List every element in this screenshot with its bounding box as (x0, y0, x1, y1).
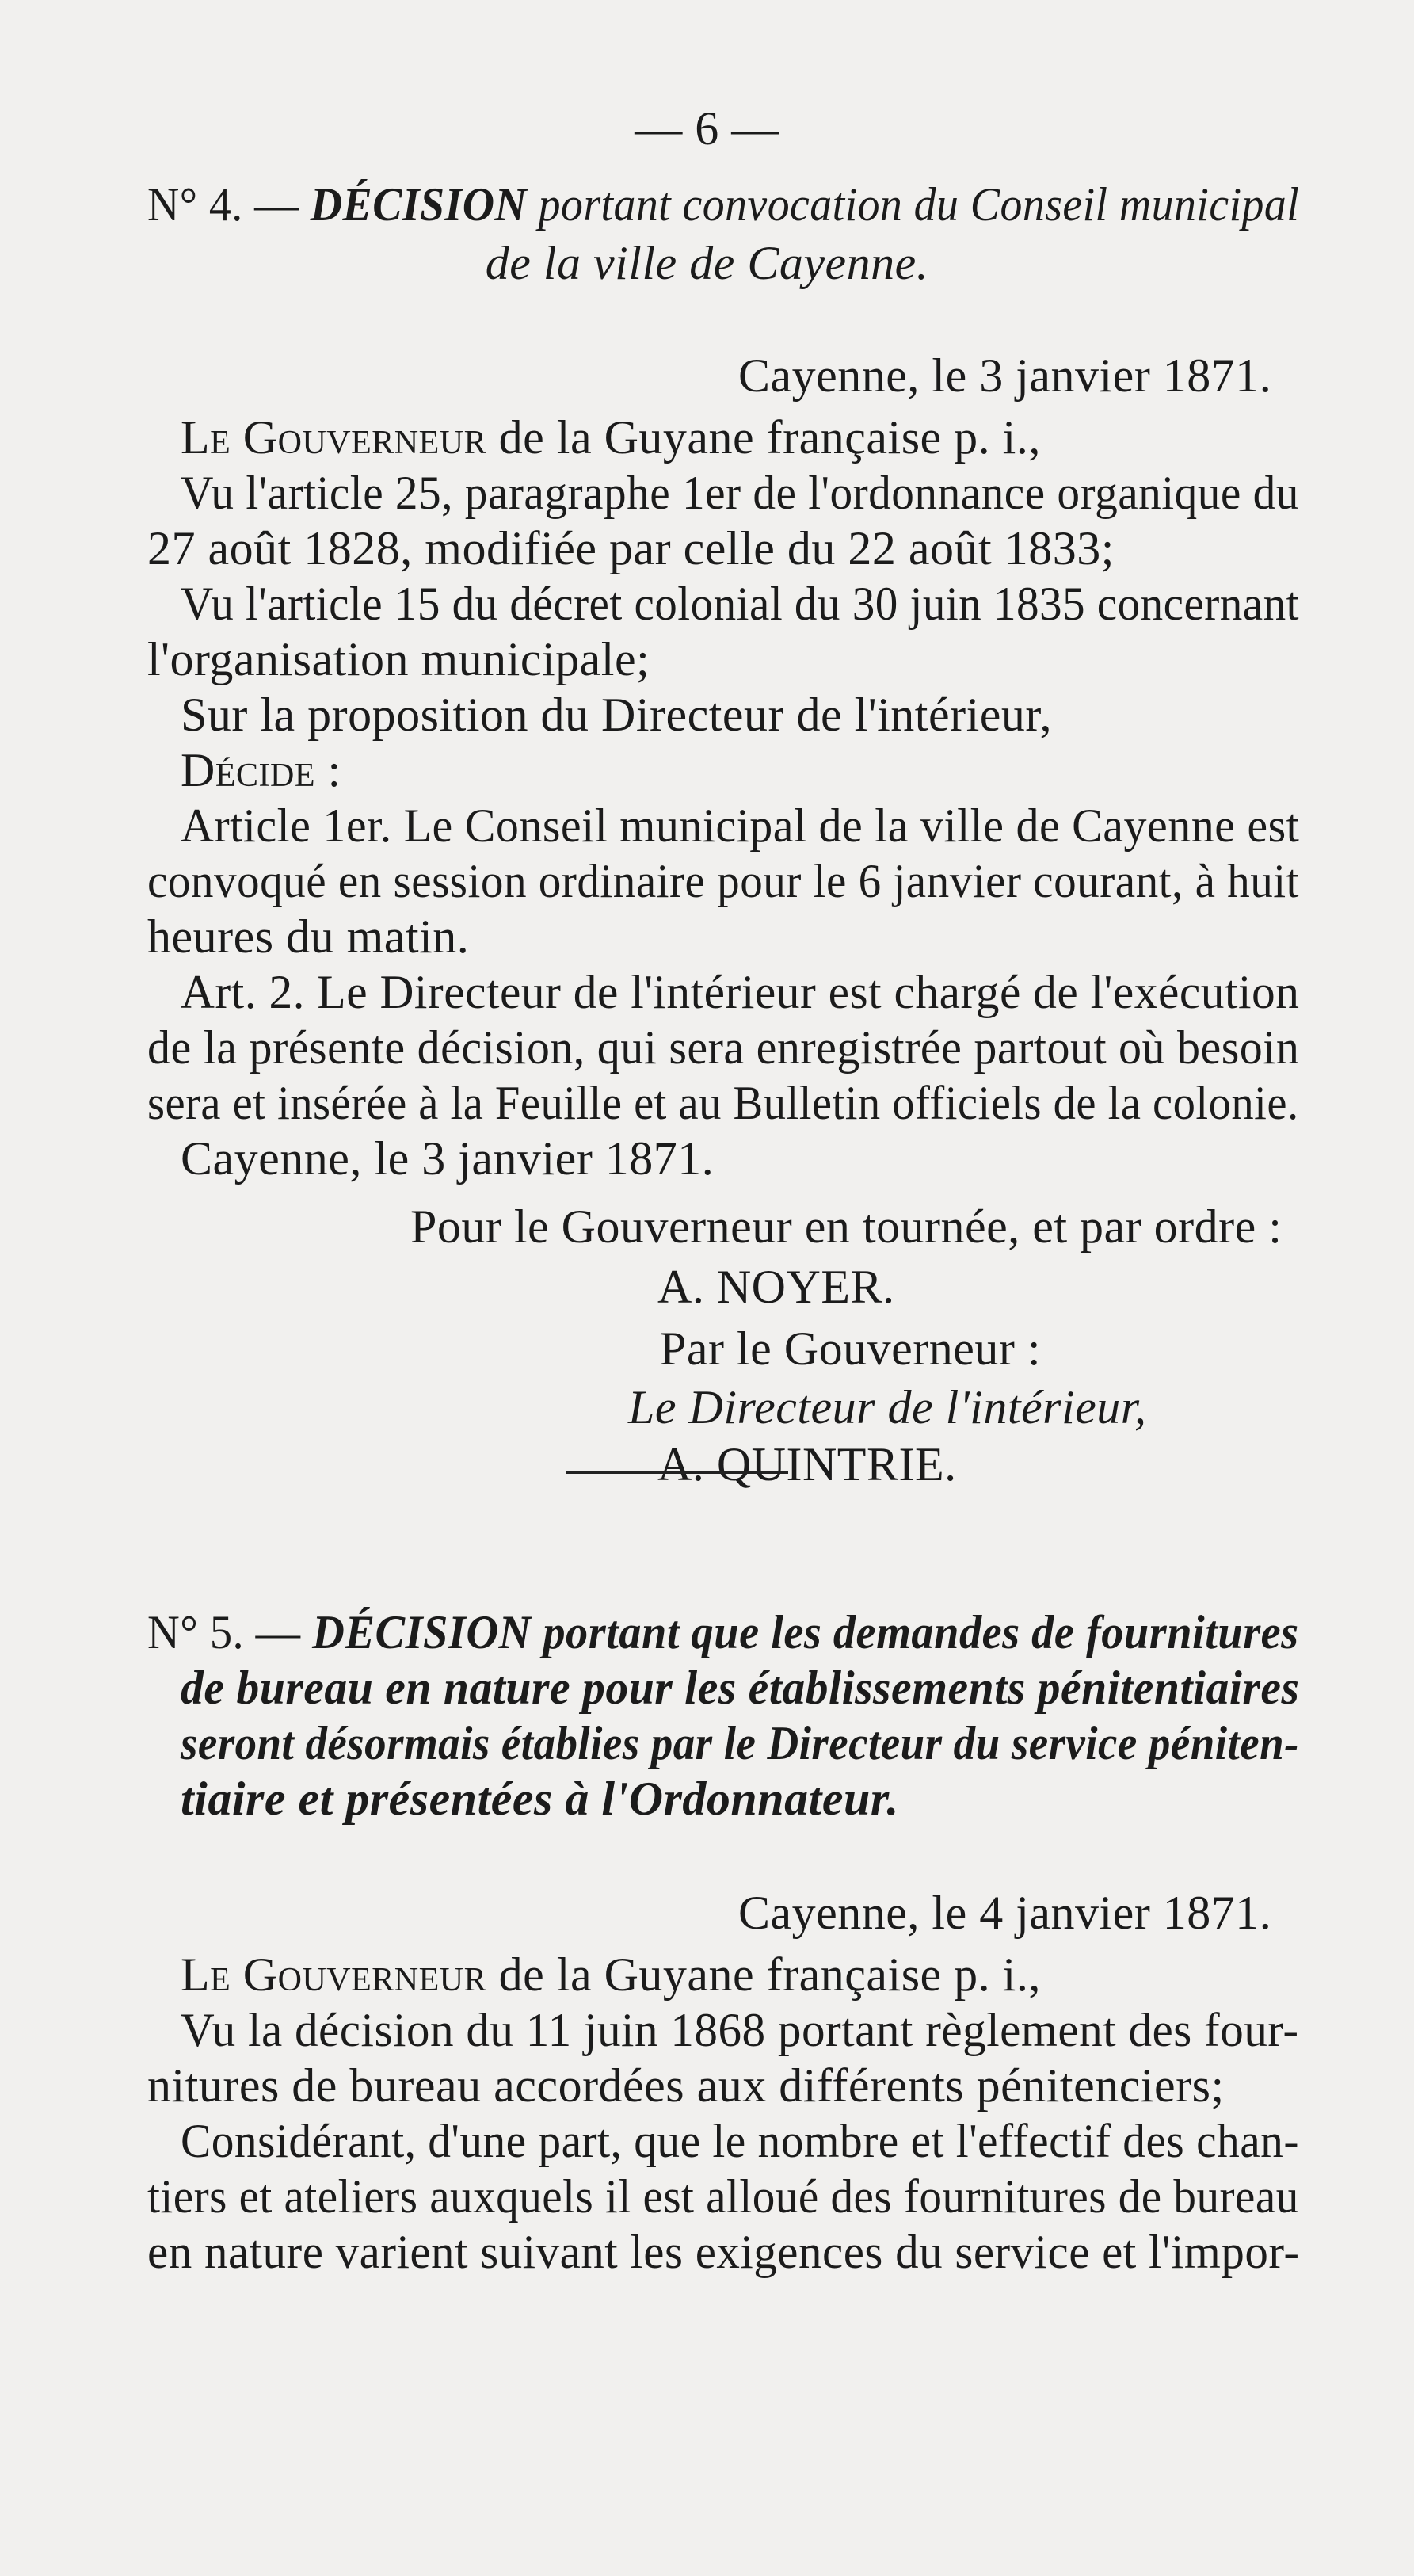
body-line: heures du matin. (147, 910, 470, 963)
governor-title: Le Gouverneur (181, 411, 487, 464)
signature-line: Le Directeur de l'intérieur, (628, 1381, 1147, 1433)
decision-5-heading-line: tiaire et présentées à l'Ordonnateur. (181, 1773, 899, 1825)
decide-heading: Décide : (181, 744, 341, 796)
signature-name: A. QUINTRIE. (657, 1438, 957, 1490)
decision-5-dateline: Cayenne, le 4 janvier 1871. (738, 1887, 1272, 1939)
body-line: nitures de bureau accordées aux différents pénitenciers; (147, 2059, 1225, 2112)
decision-5-heading-rest: portant que les demandes de fournitures (531, 1606, 1299, 1658)
page-number: — 6 — (635, 102, 779, 155)
body-line: Vu l'article 25, paragraphe 1er de l'ordonnance organique du (181, 467, 1299, 519)
body-line: de la présente décision, qui sera enregistrée partout où besoin (147, 1021, 1300, 1074)
governor-rest: de la Guyane française p. i., (486, 411, 1041, 464)
decision-4-heading-line-2: de la ville de Cayenne. (485, 237, 929, 289)
body-line: Art. 2. Le Directeur de l'intérieur est chargé de l'exécution (181, 966, 1300, 1018)
decision-5-title: DÉCISION (312, 1606, 532, 1658)
signature-line: Par le Gouverneur : (660, 1322, 1042, 1375)
body-line: Vu la décision du 11 juin 1868 portant règlement des four- (181, 2004, 1299, 2056)
decision-4-heading-rest: portant convocation du Conseil municipal (527, 178, 1300, 231)
signature-name: A. NOYER. (657, 1261, 895, 1313)
decision-5-heading-line: de bureau en nature pour les établissements pénitentiaires (181, 1662, 1300, 1714)
body-line: Sur la proposition du Directeur de l'intérieur, (181, 689, 1052, 741)
body-line: l'organisation municipale; (147, 633, 650, 685)
body-line: Cayenne, le 3 janvier 1871. (181, 1132, 715, 1185)
section-divider (566, 1471, 788, 1474)
body-line: Considérant, d'une part, que le nombre et l'effectif des chan- (181, 2115, 1299, 2167)
decision-4-governor (181, 409, 1041, 466)
body-line: en nature varient suivant les exigences du service et l'impor- (147, 2226, 1300, 2278)
decision-5-governor (181, 1946, 1041, 2003)
governor-rest: de la Guyane française p. i., (486, 1948, 1041, 2001)
body-line: Article 1er. Le Conseil municipal de la ville de Cayenne est (181, 800, 1300, 852)
decision-4-title: DÉCISION (310, 178, 528, 231)
decision-5-number: N° 5. — (147, 1606, 313, 1658)
decision-4-heading (147, 176, 1299, 233)
governor-title: Le Gouverneur (181, 1948, 487, 2001)
body-line: sera et insérée à la Feuille et au Bulletin officiels de la colonie. (147, 1077, 1299, 1129)
body-line: 27 août 1828, modifiée par celle du 22 août 1833; (147, 522, 1115, 574)
body-line: Vu l'article 15 du décret colonial du 30 juin 1835 concernant (181, 578, 1299, 630)
body-line: tiers et ateliers auxquels il est alloué des fournitures de bureau (147, 2170, 1299, 2223)
decision-4-dateline: Cayenne, le 3 janvier 1871. (738, 349, 1272, 402)
decision-5-heading (147, 1604, 1299, 1661)
decision-4-number: N° 4. — (147, 178, 311, 231)
decision-5-heading-line: seront désormais établies par le Directeur du service péniten- (181, 1717, 1299, 1769)
signature-line: Pour le Gouverneur en tournée, et par ordre : (410, 1200, 1283, 1253)
body-line: convoqué en session ordinaire pour le 6 janvier courant, à huit (147, 855, 1300, 907)
